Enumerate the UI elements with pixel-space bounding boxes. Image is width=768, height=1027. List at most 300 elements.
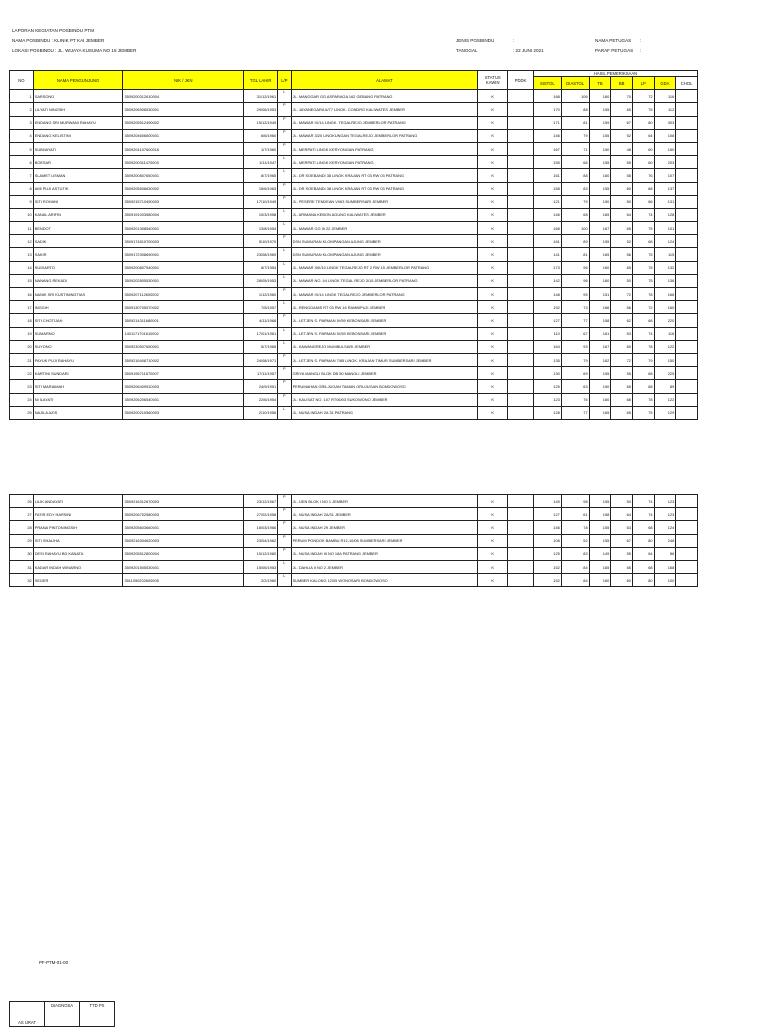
row-diastol: 100 [561,222,589,235]
row-alamat: JL. DAHLIA II NO 2 JEMBER [291,560,478,573]
jenis-posbindu-label: JENIS POSBINDU [456,38,495,43]
row-nik: 3509205512490002 [123,116,244,129]
row-tb: 167 [589,222,611,235]
visitor-table-continued-body [10,495,698,587]
table-row [10,195,698,208]
row-no: 29 [10,534,34,547]
row-pddk [508,340,534,353]
row-nik: 3509205512800004 [123,547,244,560]
row-lp: 68 [632,235,654,248]
nama-petugas-label: NAMA PETUGAS [595,38,632,43]
row-diastol: 81 [561,248,589,261]
row-lp: 66 [632,195,654,208]
row-nama: BOESAR [33,156,123,169]
row-nama: ENDANG SRI MURWANI RAHAYU [33,116,123,129]
row-sex-value: P [283,235,286,240]
table-row [10,393,698,406]
row-status-kawin: K [478,327,508,340]
row-chol [676,235,698,248]
row-nama: PAYUK PUJI RAHAYU [33,353,123,366]
row-status-kawin: K [478,222,508,235]
row-lp: 75 [632,406,654,419]
row-status-kawin: K [478,142,508,155]
col-lp-lingkar: LP [632,77,654,90]
paraf-petugas-value: : [640,48,642,53]
row-tgl-lahir: 17/01/1961 [244,327,278,340]
row-sistol: 173 [533,261,561,274]
row-diastol: 81 [561,116,589,129]
row-status-kawin: K [478,508,508,521]
row-alamat: JL. MANGGAR GG ASPARAGA 162 GEBANG PATRANG [291,90,478,103]
row-nik: 3509191003580004 [123,208,244,221]
row-sex-value: P [283,521,286,526]
row-sistol: 158 [533,182,561,195]
row-bb: 60 [611,182,633,195]
row-sex-value: P [283,129,286,134]
row-sistol: 135 [533,353,561,366]
row-no: 24 [10,393,34,406]
row-pddk [508,547,534,560]
row-nik: 3509214311680001 [123,314,244,327]
row-gda: 112 [654,103,676,116]
row-sex [278,340,291,353]
row-nik: 3509200807540001 [123,261,244,274]
row-sistol: 108 [533,534,561,547]
row-sistol: 146 [533,521,561,534]
row-sex-value: P [283,195,286,200]
row-nama: SITI ROHANI [33,195,123,208]
row-tb: 158 [589,508,611,521]
row-nama: SUGIARTO [33,261,123,274]
row-chol [676,274,698,287]
row-chol [676,129,698,142]
row-tgl-lahir: 5/10/1970 [244,235,278,248]
row-bb: 53 [611,327,633,340]
row-status-kawin: K [478,380,508,393]
posbindu-name: NAMA POSBINDU : KLINIK PT KAI JEMBER [12,38,105,43]
row-sex [278,195,291,208]
row-bb: 68 [611,393,633,406]
table-row [10,521,698,534]
row-sex [278,508,291,521]
row-alamat: JL. MAWAR GG III 22 JEMBER [291,222,478,235]
row-gda: 116 [654,327,676,340]
row-tb: 165 [589,560,611,573]
row-chol [676,222,698,235]
row-sex-value: L [283,574,286,579]
row-sistol: 110 [533,327,561,340]
row-gda: 124 [654,521,676,534]
row-alamat: JL. PESERE TENDEAN VI/63 SUMBERSARI JEMBER [291,195,478,208]
row-lp: 78 [632,340,654,353]
row-alamat: JL. MERPATI LINGK KERYONGAN PATRANG [291,142,478,155]
row-chol [676,90,698,103]
row-sistol: 152 [533,574,561,587]
table-row [10,353,698,366]
row-lp: 74 [632,208,654,221]
row-gda: 123 [654,508,676,521]
row-nama: SEGER [33,574,123,587]
row-tgl-lahir: 23/12/1967 [244,495,278,508]
row-chol [676,248,698,261]
row-tgl-lahir: 1/11/1947 [244,156,278,169]
row-tgl-lahir: 22/6/1954 [244,393,278,406]
row-sex [278,156,291,169]
row-bb: 72 [611,288,633,301]
row-alamat: JL. LETJEN S. PARMAN IV/59 KEBONSARI JEMBER [291,327,478,340]
row-tgl-lahir: 23/04/1962 [244,534,278,547]
row-nik: 3509200807650001 [123,169,244,182]
row-nama: PRANA PINTONINGSIH [33,521,123,534]
row-lp: 75 [632,222,654,235]
row-diastol: 77 [561,406,589,419]
row-nik: 3509206906530001 [123,103,244,116]
row-tgl-lahir: 15/05/1953 [244,560,278,573]
row-nama: KANAL ARIFIN [33,208,123,221]
row-pddk [508,521,534,534]
row-pddk [508,314,534,327]
table-row [10,380,698,393]
col-no: NO [10,71,34,90]
row-lp: 68 [632,521,654,534]
row-sistol: 146 [533,208,561,221]
row-no: 13 [10,248,34,261]
row-nik: 3509216312670003 [123,495,244,508]
row-sex-value: L [283,560,286,565]
table-row [10,248,698,261]
row-diastol: 63 [561,380,589,393]
row-lp: 72 [632,90,654,103]
row-sex [278,169,291,182]
row-nama: INGGIH [33,301,123,314]
row-diastol: 95 [561,288,589,301]
table-row [10,406,698,419]
row-gda: 122 [654,340,676,353]
row-tgl-lahir: 15/12/1949 [244,116,278,129]
row-bb: 70 [611,90,633,103]
row-tb: 155 [589,103,611,116]
row-no: 31 [10,560,34,573]
row-pddk [508,406,534,419]
row-pddk [508,495,534,508]
row-tgl-lahir: 2/2/1960 [244,574,278,587]
row-alamat: JL. LETJEN S. PARMAN IV/59 KEBONSARI JEMBER [291,314,478,327]
row-alamat: PERUMAHAN GRILJUGAN TAMAN GRUJUGAN BONDOWOSO [291,380,478,393]
row-lp: 60 [632,142,654,155]
row-nama: ENDANG KELISTINI [33,129,123,142]
row-chol [676,261,698,274]
row-gda: 100 [654,574,676,587]
row-sex [278,495,291,508]
diagnosa-cell: DIAGNOSA [45,1002,80,1027]
row-nama: SUMARNO [33,327,123,340]
row-nama: NANIK SRI KUSTININGTIAS [33,288,123,301]
row-sistol: 170 [533,103,561,116]
row-bb: 65 [611,406,633,419]
row-gda: 108 [654,129,676,142]
table-row [10,235,698,248]
row-nama: SADIK [33,235,123,248]
table-row [10,142,698,155]
row-pddk [508,353,534,366]
row-chol [676,116,698,129]
row-sex-value: L [283,274,286,279]
row-chol [676,169,698,182]
row-tb: 160 [589,393,611,406]
row-status-kawin: K [478,235,508,248]
row-lp: 75 [632,274,654,287]
row-nik: 3509195711570007 [123,367,244,380]
row-nik: 3509207112600002 [123,288,244,301]
row-sex [278,367,291,380]
row-tgl-lahir: 5/7/1965 [244,340,278,353]
row-pddk [508,156,534,169]
row-no: 15 [10,274,34,287]
row-sex-value: P [283,182,286,187]
row-nama: KADAR INDAH WINARNO [33,560,123,573]
row-chol [676,495,698,508]
row-chol [676,521,698,534]
row-alamat: JL. RENGGANIS RT 03 RW 16 RAMBIPUJI JEMBER [291,301,478,314]
row-bb: 67 [611,534,633,547]
row-pddk [508,129,534,142]
col-hasil-pemeriksaan: HASIL PEMERIKSAAN [533,71,697,77]
posbindu-location: LOKASI POSBINDU : JL. WIJAYA KUSUMA NO 15 JEMBER [12,48,137,53]
row-tb: 165 [589,208,611,221]
row-nik: 3509204606600001 [123,129,244,142]
row-sistol: 128 [533,406,561,419]
col-gda: GDA [654,77,676,90]
row-alamat: JL. MAWAR IX/14 LINGK TEGALREJO JEMBERLOR PATRANG [291,288,478,301]
row-gda: 136 [654,274,676,287]
col-nama: NAMA PENGUNJUNG [33,71,123,90]
row-gda: 128 [654,208,676,221]
jenis-posbindu-value: : [513,38,515,43]
row-chol [676,195,698,208]
row-sex-value: P [283,288,286,292]
row-nama: SAKIR [33,248,123,261]
row-sex-value: L [283,248,286,253]
row-gda: 303 [654,116,676,129]
row-tgl-lahir: 24/08/1971 [244,353,278,366]
row-diastol: 93 [561,340,589,353]
row-sex [278,222,291,235]
row-lp: 64 [632,547,654,560]
row-nama: SARSONO [33,90,123,103]
row-nama: SLAMET USMAN [33,169,123,182]
table-row [10,314,698,327]
row-tb: 155 [589,235,611,248]
row-alamat: PERUM PONDOK BAMBU R12-10/08 SUMBERSARI JEMBER [291,534,478,547]
row-no: 4 [10,129,34,142]
row-status-kawin: K [478,495,508,508]
row-no: 23 [10,380,34,393]
row-no: 32 [10,574,34,587]
row-tgl-lahir: 17/11/1957 [244,367,278,380]
row-no: 2 [10,103,34,116]
row-chol [676,560,698,573]
row-chol [676,393,698,406]
row-lp: 68 [632,560,654,573]
row-nik: 3509230507650001 [123,340,244,353]
row-tb: 150 [589,380,611,393]
row-nik: 3511090202600005 [123,574,244,587]
row-sex-value: P [283,534,286,539]
row-tb: 151 [589,288,611,301]
table-row [10,222,698,235]
row-lp: 79 [632,353,654,366]
row-sistol: 171 [533,116,561,129]
row-diastol: 76 [561,393,589,406]
row-gda: 131 [654,195,676,208]
row-diastol: 79 [561,353,589,366]
row-sex-value: L [283,156,286,161]
table-row [10,301,698,314]
row-sistol: 146 [533,129,561,142]
row-gda: 115 [654,248,676,261]
row-pddk [508,235,534,248]
row-diastol: 68 [561,208,589,221]
table-row [10,508,698,521]
row-sistol: 141 [533,248,561,261]
row-sistol: 168 [533,222,561,235]
row-tgl-lahir: 23/08/1969 [244,248,278,261]
row-pddk [508,142,534,155]
row-bb: 65 [611,560,633,573]
visitor-table-continued [9,494,698,587]
row-sex-value: P [283,353,286,358]
row-status-kawin: K [478,182,508,195]
row-tgl-lahir: 27/02/1958 [244,508,278,521]
row-tb: 160 [589,274,611,287]
row-chol [676,380,698,393]
row-sistol: 164 [533,340,561,353]
row-sex-value: L [283,90,286,95]
row-gda: 89 [654,380,676,393]
row-gda: 107 [654,169,676,182]
row-chol [676,534,698,547]
row-status-kawin: K [478,574,508,587]
row-alamat: SUMBER KALONG 12/05 WONOSARI BONDOWOSO [291,574,478,587]
col-lp: L/P [278,71,291,90]
row-lp: 74 [632,508,654,521]
row-tb: 165 [589,248,611,261]
row-nik: 3509201308540001 [123,222,244,235]
row-nik: 3509201505530001 [123,560,244,573]
table-row [10,327,698,340]
row-sistol: 127 [533,314,561,327]
row-diastol: 78 [561,521,589,534]
row-diastol: 83 [561,547,589,560]
row-chol [676,367,698,380]
table-row [10,116,698,129]
row-diastol: 88 [561,169,589,182]
row-bb: 60 [611,574,633,587]
col-pddk: PDDK [508,71,534,90]
row-no: 9 [10,195,34,208]
row-no: 6 [10,156,34,169]
row-nama: FATIR EDY HARSINI [33,508,123,521]
row-pddk [508,380,534,393]
row-no: 1 [10,90,34,103]
row-status-kawin: K [478,261,508,274]
table-row [10,274,698,287]
row-chol [676,142,698,155]
row-lp: 75 [632,248,654,261]
row-sistol: 161 [533,235,561,248]
row-tgl-lahir: 1/7/1960 [244,142,278,155]
row-tb: 155 [589,129,611,142]
row-no: 18 [10,314,34,327]
row-sex [278,274,291,287]
row-gda: 220 [654,314,676,327]
row-no: 3 [10,116,34,129]
row-pddk [508,248,534,261]
row-sistol: 127 [533,508,561,521]
row-diastol: 52 [561,534,589,547]
row-tb: 155 [589,156,611,169]
row-no: 20 [10,340,34,353]
row-sex-value: P [283,393,286,398]
row-status-kawin: K [478,353,508,366]
row-status-kawin: K [478,156,508,169]
row-status-kawin: K [478,195,508,208]
row-tb: 162 [589,353,611,366]
col-nik: NIK / JKN [123,71,244,90]
row-no: 14 [10,261,34,274]
row-lp: 74 [632,327,654,340]
row-no: 11 [10,222,34,235]
row-bb: 50 [611,274,633,287]
table-row [10,367,698,380]
nama-petugas-value: : [640,38,642,43]
row-sex-value: P [283,116,286,121]
row-nama: LILYATI NINGSIH [33,103,123,116]
row-chol [676,208,698,221]
row-bb: 50 [611,195,633,208]
row-sistol: 148 [533,288,561,301]
row-diastol: 88 [561,103,589,116]
row-alamat: JL. LETJEN S. PARMAN 7/85 LINGK. KRAJAN TIMUR SUMBERSARI JEMBER [291,353,478,366]
table-row [10,261,698,274]
row-sex-value: P [283,380,286,385]
row-lp: 76 [632,169,654,182]
row-tb: 158 [589,314,611,327]
row-gda: 137 [654,182,676,195]
row-diastol: 96 [561,274,589,287]
signature-box [9,1001,115,1027]
row-chol [676,288,698,301]
row-nik: 3509202805530001 [123,274,244,287]
row-nik: 3509206409510003 [123,380,244,393]
row-nama: SITI SHALIHA [33,534,123,547]
row-status-kawin: K [478,103,508,116]
row-nik: 3509204107600016 [123,142,244,155]
row-bb: 65 [611,380,633,393]
row-tb: 150 [589,195,611,208]
row-gda: 150 [654,142,676,155]
row-nama: LILIK ANDAYATI [33,495,123,508]
row-diastol: 96 [561,261,589,274]
row-sex [278,90,291,103]
row-nama: NANANG REKADI [33,274,123,287]
row-nama: KARTINI SUNDARI [33,367,123,380]
col-alamat: ALAMAT [291,71,478,90]
row-nik: 3509215710490003 [123,195,244,208]
row-status-kawin: K [478,90,508,103]
row-status-kawin: K [478,208,508,221]
row-gda: 160 [654,301,676,314]
